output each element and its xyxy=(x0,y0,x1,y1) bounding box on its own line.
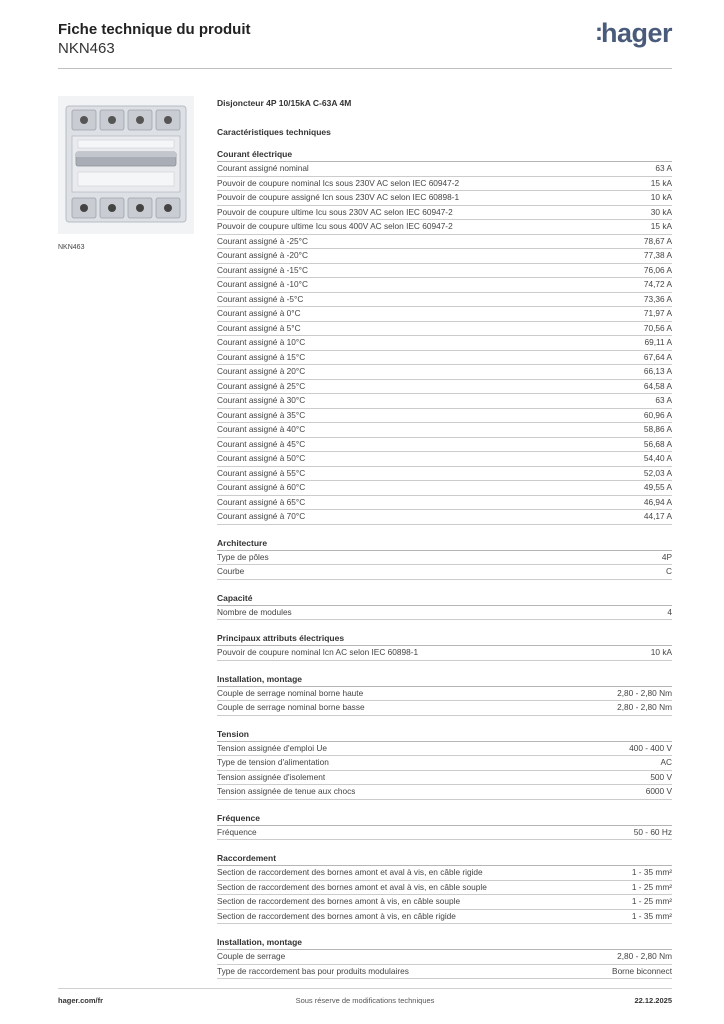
table-row xyxy=(217,220,672,235)
spec-label: Tension assignée d'emploi Ue xyxy=(217,742,327,753)
spec-value: 76,06 A xyxy=(643,264,672,275)
spec-value: 4P xyxy=(661,551,672,562)
table-row xyxy=(217,881,672,896)
section-title: Architecture xyxy=(217,537,672,551)
spec-value: 52,03 A xyxy=(643,467,672,478)
spec-value: 78,67 A xyxy=(643,235,672,246)
table-row xyxy=(217,438,672,453)
table-row xyxy=(217,771,672,786)
table-row xyxy=(217,687,672,702)
table-row xyxy=(217,206,672,221)
spec-sections xyxy=(217,148,672,979)
section-title: Installation, montage xyxy=(217,936,672,950)
spec-value: 2,80 - 2,80 Nm xyxy=(617,702,672,712)
spec-label: Courant assigné à 30°C xyxy=(217,395,306,405)
table-row xyxy=(217,510,672,525)
logo-text: hager xyxy=(600,18,672,48)
table-row xyxy=(217,423,672,438)
table-row xyxy=(217,701,672,716)
table-row xyxy=(217,742,672,757)
spec-value: 30 kA xyxy=(650,206,672,217)
spec-section xyxy=(217,852,672,924)
table-row xyxy=(217,322,672,337)
spec-value: C xyxy=(666,566,672,576)
table-row xyxy=(217,826,672,841)
spec-title: Caractéristiques techniques xyxy=(217,127,331,137)
spec-value: 500 V xyxy=(650,771,672,782)
spec-label: Courant assigné à 45°C xyxy=(217,438,306,449)
table-row xyxy=(217,965,672,980)
table-row xyxy=(217,394,672,409)
page-header xyxy=(58,20,672,68)
table-row xyxy=(217,365,672,380)
table-row xyxy=(217,866,672,881)
table-row xyxy=(217,895,672,910)
spec-value: 2,80 - 2,80 Nm xyxy=(617,951,672,961)
footer-divider xyxy=(58,988,672,989)
spec-value: 66,13 A xyxy=(643,366,672,376)
spec-value: 69,11 A xyxy=(644,337,672,347)
footer-date: 22.12.2025 xyxy=(634,996,672,1005)
spec-label: Fréquence xyxy=(217,826,257,837)
spec-value: Borne biconnect xyxy=(612,965,672,976)
circuit-breaker-icon xyxy=(58,96,194,234)
spec-label: Courant assigné à 60°C xyxy=(217,482,306,492)
spec-section xyxy=(217,936,672,979)
spec-content xyxy=(217,96,672,979)
spec-value: 58,86 A xyxy=(643,424,672,434)
spec-value: 46,94 A xyxy=(643,496,672,507)
spec-value: 10 kA xyxy=(650,647,672,657)
spec-value: 71,97 A xyxy=(643,308,672,318)
spec-section xyxy=(217,728,672,800)
table-row xyxy=(217,565,672,580)
spec-value: 1 - 35 mm² xyxy=(631,910,672,921)
spec-label: Courant assigné à 55°C xyxy=(217,467,306,478)
header-divider xyxy=(58,68,672,69)
spec-value: 400 - 400 V xyxy=(629,742,672,753)
spec-label: Type de tension d'alimentation xyxy=(217,757,329,767)
spec-label: Courant assigné à 10°C xyxy=(217,337,306,347)
table-row xyxy=(217,351,672,366)
spec-value: 73,36 A xyxy=(643,293,672,304)
spec-value: 54,40 A xyxy=(643,453,672,463)
spec-label: Courant assigné à 70°C xyxy=(217,511,306,521)
spec-label: Courant assigné à -25°C xyxy=(217,235,308,246)
spec-label: Type de raccordement bas pour produits modulaires xyxy=(217,965,409,976)
spec-value: 70,56 A xyxy=(643,322,672,333)
spec-label: Tension assignée de tenue aux chocs xyxy=(217,786,356,796)
spec-value: 2,80 - 2,80 Nm xyxy=(617,687,672,698)
spec-value: 56,68 A xyxy=(643,438,672,449)
spec-value: 1 - 25 mm² xyxy=(631,896,672,906)
spec-value: 6000 V xyxy=(645,786,672,796)
product-name: Disjoncteur 4P 10/15kA C-63A 4M xyxy=(217,98,352,108)
table-row xyxy=(217,264,672,279)
spec-label: Courant assigné à 15°C xyxy=(217,351,306,362)
spec-label: Courant assigné à -20°C xyxy=(217,250,308,260)
spec-section xyxy=(217,148,672,525)
table-row xyxy=(217,278,672,293)
table-row xyxy=(217,177,672,192)
section-title: Courant électrique xyxy=(217,148,672,162)
table-row xyxy=(217,551,672,566)
spec-label: Courant assigné à 65°C xyxy=(217,496,306,507)
section-title: Principaux attributs électriques xyxy=(217,632,672,646)
table-row xyxy=(217,910,672,925)
spec-value: 60,96 A xyxy=(643,409,672,420)
footer-website: hager.com/fr xyxy=(58,996,104,1005)
logo-dots-icon: : xyxy=(594,19,601,46)
spec-label: Courant assigné à -5°C xyxy=(217,293,304,304)
spec-value: 64,58 A xyxy=(643,380,672,391)
spec-value: 1 - 35 mm² xyxy=(631,867,672,877)
table-row xyxy=(217,336,672,351)
spec-value: 4 xyxy=(667,606,672,617)
table-row xyxy=(217,307,672,322)
spec-value: 49,55 A xyxy=(643,482,672,492)
spec-label: Courant assigné à 20°C xyxy=(217,366,306,376)
spec-value: 15 kA xyxy=(650,177,672,188)
spec-value: 63 A xyxy=(655,163,672,173)
spec-label: Courant assigné à -10°C xyxy=(217,279,308,289)
spec-label: Pouvoir de coupure nominal Ics sous 230V AC selon IEC 60947-2 xyxy=(217,177,460,188)
spec-section xyxy=(217,632,672,661)
spec-section xyxy=(217,673,672,716)
spec-label: Courbe xyxy=(217,566,245,576)
table-row xyxy=(217,249,672,264)
page-footer xyxy=(58,996,672,1010)
table-row xyxy=(217,481,672,496)
spec-value: 15 kA xyxy=(650,221,672,231)
spec-value: 44,17 A xyxy=(643,511,672,521)
table-row xyxy=(217,452,672,467)
table-row xyxy=(217,606,672,621)
spec-label: Courant assigné à 25°C xyxy=(217,380,306,391)
spec-label: Courant assigné à 35°C xyxy=(217,409,306,420)
spec-label: Courant assigné à 40°C xyxy=(217,424,306,434)
spec-label: Pouvoir de coupure nominal Icn AC selon IEC 60898-1 xyxy=(217,647,419,657)
table-row xyxy=(217,950,672,965)
section-title: Raccordement xyxy=(217,852,672,866)
spec-value: 10 kA xyxy=(650,192,672,202)
table-row xyxy=(217,380,672,395)
spec-label: Section de raccordement des bornes amont et aval à vis, en câble rigide xyxy=(217,867,483,877)
table-row xyxy=(217,162,672,177)
spec-label: Tension assignée d'isolement xyxy=(217,771,326,782)
spec-section xyxy=(217,537,672,580)
image-caption: NKN463 xyxy=(58,244,85,251)
spec-value: 67,64 A xyxy=(643,351,672,362)
spec-label: Courant assigné à 5°C xyxy=(217,322,301,333)
table-row xyxy=(217,409,672,424)
spec-value: 77,38 A xyxy=(643,250,672,260)
spec-label: Section de raccordement des bornes amont et aval à vis, en câble souple xyxy=(217,881,487,892)
section-title: Fréquence xyxy=(217,812,672,826)
section-title: Tension xyxy=(217,728,672,742)
spec-value: 63 A xyxy=(655,395,672,405)
table-row xyxy=(217,646,672,661)
spec-label: Section de raccordement des bornes amont à vis, en câble souple xyxy=(217,896,461,906)
spec-section xyxy=(217,592,672,621)
spec-value: 1 - 25 mm² xyxy=(631,881,672,892)
spec-label: Courant assigné nominal xyxy=(217,163,309,173)
table-row xyxy=(217,293,672,308)
spec-label: Pouvoir de coupure ultime Icu sous 400V AC selon IEC 60947-2 xyxy=(217,221,453,231)
spec-label: Section de raccordement des bornes amont à vis, en câble rigide xyxy=(217,910,456,921)
spec-label: Couple de serrage nominal borne haute xyxy=(217,687,364,698)
hager-logo xyxy=(595,20,672,46)
product-image xyxy=(58,96,194,234)
spec-section xyxy=(217,812,672,841)
table-row xyxy=(217,785,672,800)
spec-label: Pouvoir de coupure assigné Icn sous 230V AC selon IEC 60898-1 xyxy=(217,192,460,202)
table-row xyxy=(217,191,672,206)
spec-label: Courant assigné à 50°C xyxy=(217,453,306,463)
spec-value: AC xyxy=(660,757,672,767)
section-title: Installation, montage xyxy=(217,673,672,687)
document-subtitle: NKN463 xyxy=(58,40,115,57)
table-row xyxy=(217,496,672,511)
spec-label: Type de pôles xyxy=(217,551,269,562)
spec-label: Nombre de modules xyxy=(217,606,292,617)
spec-label: Courant assigné à -15°C xyxy=(217,264,308,275)
spec-label: Courant assigné à 0°C xyxy=(217,308,301,318)
spec-value: 74,72 A xyxy=(643,279,672,289)
table-row xyxy=(217,467,672,482)
document-title: Fiche technique du produit xyxy=(58,21,251,38)
spec-label: Pouvoir de coupure ultime Icu sous 230V AC selon IEC 60947-2 xyxy=(217,206,453,217)
footer-notice: Sous réserve de modifications techniques xyxy=(295,996,435,1005)
spec-value: 50 - 60 Hz xyxy=(633,826,672,837)
table-row xyxy=(217,235,672,250)
spec-label: Couple de serrage xyxy=(217,951,286,961)
section-title: Capacité xyxy=(217,592,672,606)
spec-label: Couple de serrage nominal borne basse xyxy=(217,702,365,712)
table-row xyxy=(217,756,672,771)
